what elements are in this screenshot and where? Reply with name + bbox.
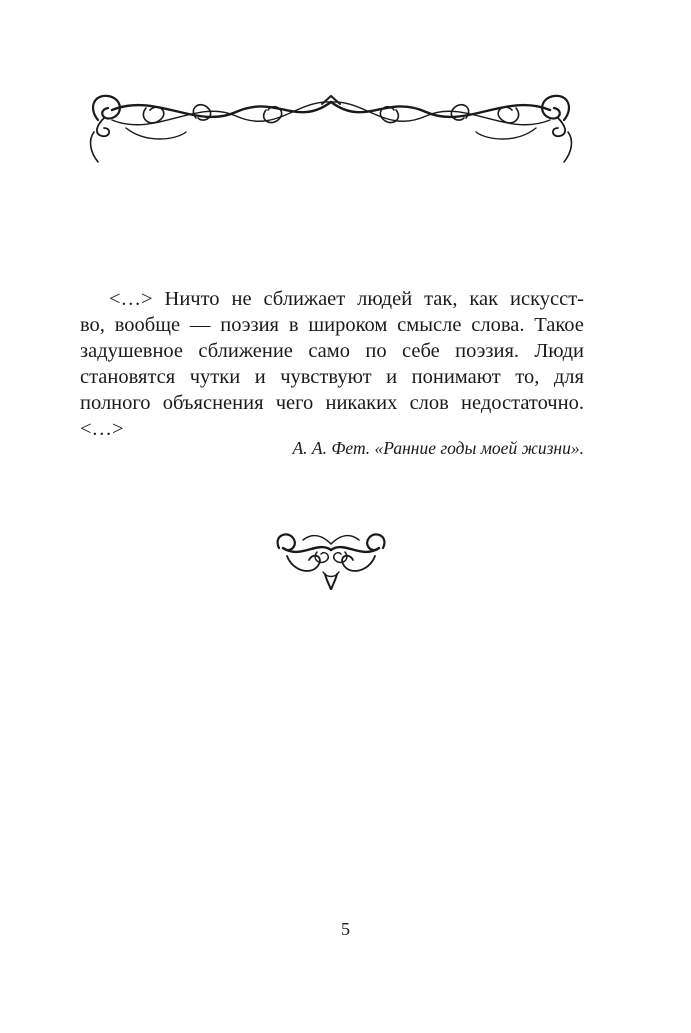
flourish-vignette-ornament bbox=[273, 530, 389, 592]
quote-line: становятся чутки и чувствуют и понимают то, для bbox=[80, 366, 584, 388]
quote-line: задушевное сближение само по себе поэзия. Люди bbox=[80, 340, 584, 362]
epigraph-quote bbox=[80, 286, 584, 442]
page-number: 5 bbox=[341, 919, 350, 939]
quote-line: <…> Ничто не сближает людей так, как искусст- bbox=[109, 288, 584, 310]
flourish-header-ornament bbox=[86, 88, 576, 168]
quote-line: <…> bbox=[80, 418, 124, 440]
quote-attribution: А. А. Фет. «Ранние годы моей жизни». bbox=[292, 438, 584, 458]
quote-line: полного объяснения чего никаких слов недостаточно. bbox=[80, 392, 584, 414]
quote-line: во, вообще — поэзия в широком смысле слова. Такое bbox=[80, 314, 584, 336]
